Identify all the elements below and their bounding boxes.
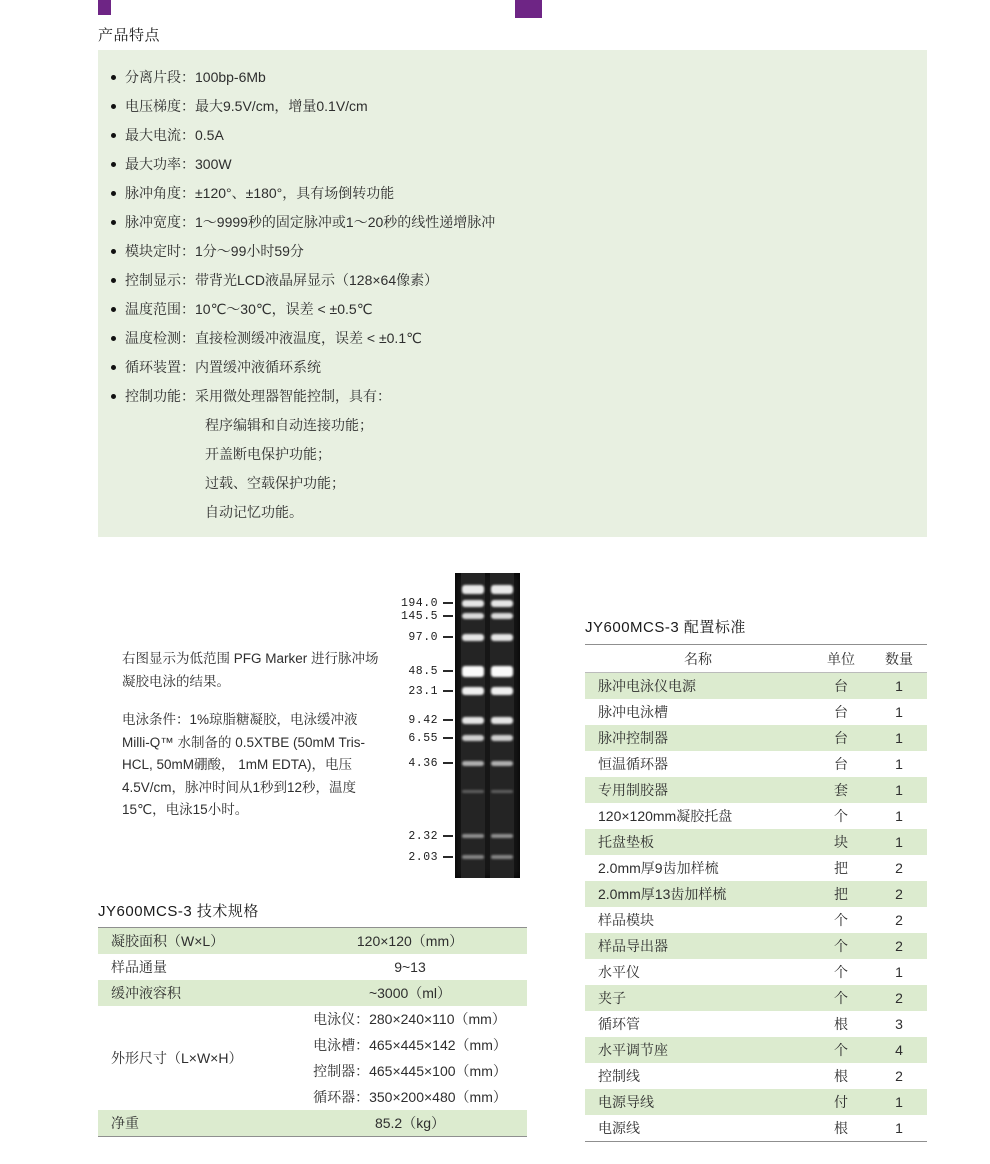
gel-band <box>462 855 484 859</box>
config-cell-qty: 3 <box>895 1016 903 1032</box>
config-cell-name: 脉冲控制器 <box>598 730 668 746</box>
config-cell-qty: 1 <box>895 704 903 720</box>
gel-band <box>462 634 484 641</box>
config-cell-name: 2.0mm厚9齿加样梳 <box>598 860 719 876</box>
config-cell-qty: 2 <box>895 860 903 876</box>
config-cell-name: 脉冲电泳槽 <box>598 704 668 720</box>
config-cell-name: 2.0mm厚13齿加样梳 <box>598 886 727 902</box>
config-cell-name: 夹子 <box>598 990 626 1006</box>
feature-item: 温度检测：直接检测缓冲液温度，误差 < ±0.1℃ <box>110 324 927 353</box>
marker-label: 2.03 <box>408 850 438 864</box>
gel-description-result: 右图显示为低范围 PFG Marker 进行脉冲场凝胶电泳的结果。 <box>122 651 379 689</box>
spec-row-label: 缓冲液容积 <box>111 985 181 1001</box>
config-cell-unit: 个 <box>834 912 848 928</box>
spec-dimension-lines <box>313 1006 507 1110</box>
marker-row <box>375 754 453 772</box>
marker-label: 23.1 <box>408 684 438 698</box>
feature-item: 温度范围：10℃～30℃，误差 < ±0.5℃ <box>110 295 927 324</box>
config-table-row <box>585 829 927 855</box>
gel-band <box>491 761 513 766</box>
config-cell-name: 电源线 <box>598 1120 640 1136</box>
marker-label: 2.32 <box>408 829 438 843</box>
marker-row <box>375 827 453 845</box>
config-header-name: 名称 <box>684 650 712 667</box>
feature-item: 最大功率：300W <box>110 150 927 179</box>
gel-band <box>462 834 484 838</box>
marker-label: 145.5 <box>400 609 438 623</box>
config-cell-name: 托盘垫板 <box>598 834 654 850</box>
gel-band <box>491 790 513 793</box>
config-table-header <box>585 645 927 673</box>
spec-table-title: JY600MCS-3 技术规格 <box>98 903 259 920</box>
config-cell-name: 水平仪 <box>598 964 640 980</box>
config-cell-unit: 台 <box>834 730 848 746</box>
config-cell-qty: 4 <box>895 1042 903 1058</box>
config-table-row <box>585 1011 927 1037</box>
marker-tick-icon <box>443 636 453 638</box>
gel-band <box>491 687 513 695</box>
marker-tick-icon <box>443 762 453 764</box>
purple-accent-square <box>98 0 111 15</box>
gel-band <box>462 666 484 677</box>
config-table-row <box>585 907 927 933</box>
feature-item: 控制显示：带背光LCD液晶屏显示（128×64像素） <box>110 266 927 295</box>
config-cell-qty: 1 <box>895 964 903 980</box>
config-cell-name: 专用制胶器 <box>598 782 668 798</box>
config-table-row <box>585 699 927 725</box>
config-table-title: JY600MCS-3 配置标准 <box>585 619 746 636</box>
spec-table-row <box>98 1006 527 1110</box>
marker-row <box>375 848 453 866</box>
config-cell-qty: 2 <box>895 886 903 902</box>
spec-row-value: 9~13 <box>394 959 426 975</box>
feature-subitem: 程序编辑和自动连接功能； <box>205 417 373 433</box>
marker-label: 48.5 <box>408 664 438 678</box>
config-table-row <box>585 985 927 1011</box>
config-table-row <box>585 959 927 985</box>
config-cell-name: 样品模块 <box>598 912 654 928</box>
marker-tick-icon <box>443 602 453 604</box>
gel-band <box>462 735 484 741</box>
config-table-row <box>585 1037 927 1063</box>
config-table-row <box>585 855 927 881</box>
config-table-row <box>585 673 927 699</box>
gel-lane <box>461 573 485 878</box>
spec-dimension-line: 电泳槽：465×445×142（mm） <box>313 1037 507 1053</box>
marker-tick-icon <box>443 719 453 721</box>
spec-row-value: 85.2（kg） <box>374 1115 446 1131</box>
gel-band <box>462 761 484 766</box>
config-table-row <box>585 881 927 907</box>
purple-accent-bar <box>515 0 542 18</box>
config-cell-unit: 个 <box>834 1042 848 1058</box>
config-cell-unit: 个 <box>834 938 848 954</box>
spec-table-row <box>98 928 527 954</box>
gel-band <box>491 666 513 677</box>
spec-row-value: 120×120（mm） <box>356 933 464 949</box>
config-cell-unit: 台 <box>834 678 848 694</box>
gel-band <box>462 600 484 607</box>
config-cell-qty: 1 <box>895 756 903 772</box>
gel-band <box>491 585 513 594</box>
config-cell-unit: 根 <box>834 1068 848 1084</box>
gel-description <box>122 648 386 822</box>
config-cell-unit: 根 <box>834 1016 848 1032</box>
config-table-row <box>585 1089 927 1115</box>
config-cell-unit: 把 <box>834 860 848 876</box>
spec-table-row <box>98 954 527 980</box>
gel-band <box>462 687 484 695</box>
gel-band <box>491 600 513 607</box>
feature-item: 循环装置：内置缓冲液循环系统 <box>110 353 927 382</box>
config-cell-qty: 1 <box>895 834 903 850</box>
spec-dimension-line: 电泳仪：280×240×110（mm） <box>313 1011 506 1027</box>
spec-row-label: 外形尺寸（L×W×H） <box>111 1050 243 1066</box>
marker-row <box>375 711 453 729</box>
marker-label: 97.0 <box>408 630 438 644</box>
spec-row-value: ~3000（ml） <box>368 985 452 1001</box>
gel-band <box>462 613 484 619</box>
feature-item: 分离片段：100bp-6Mb <box>110 63 927 92</box>
gel-band <box>491 613 513 619</box>
config-cell-name: 脉冲电泳仪电源 <box>598 678 696 694</box>
feature-subitem: 自动记忆功能。 <box>205 504 303 520</box>
config-header-qty: 数量 <box>885 650 913 667</box>
gel-band <box>491 855 513 859</box>
config-cell-qty: 1 <box>895 678 903 694</box>
config-table-body <box>585 673 927 1141</box>
config-cell-qty: 2 <box>895 912 903 928</box>
gel-band <box>462 717 484 724</box>
features-panel <box>98 50 927 537</box>
marker-tick-icon <box>443 856 453 858</box>
config-cell-unit: 台 <box>834 756 848 772</box>
marker-tick-icon <box>443 615 453 617</box>
spec-table <box>98 927 527 1137</box>
marker-tick-icon <box>443 690 453 692</box>
feature-item: 电压梯度：最大9.5V/cm，增量0.1V/cm <box>110 92 927 121</box>
marker-row <box>375 682 453 700</box>
config-cell-name: 循环管 <box>598 1016 640 1032</box>
config-cell-unit: 个 <box>834 990 848 1006</box>
config-table-row <box>585 803 927 829</box>
config-cell-unit: 套 <box>834 782 848 798</box>
config-cell-qty: 1 <box>895 730 903 746</box>
marker-tick-icon <box>443 737 453 739</box>
features-heading: 产品特点 <box>98 27 161 44</box>
gel-band <box>491 717 513 724</box>
config-cell-unit: 付 <box>834 1094 848 1110</box>
config-cell-name: 电源导线 <box>598 1094 654 1110</box>
config-table-row <box>585 777 927 803</box>
spec-table-row <box>98 1110 527 1136</box>
marker-row <box>375 607 453 625</box>
config-table-row <box>585 1063 927 1089</box>
config-table-row <box>585 933 927 959</box>
config-cell-qty: 2 <box>895 938 903 954</box>
feature-subitem: 开盖断电保护功能； <box>205 446 331 462</box>
config-cell-name: 样品导出器 <box>598 938 668 954</box>
spec-row-label: 凝胶面积（W×L） <box>111 933 225 949</box>
config-table-row <box>585 725 927 751</box>
marker-row <box>375 628 453 646</box>
spec-row-label: 样品通量 <box>111 959 167 975</box>
config-cell-unit: 个 <box>834 808 848 824</box>
marker-label: 9.42 <box>408 713 438 727</box>
marker-row <box>375 729 453 747</box>
config-table-row <box>585 751 927 777</box>
feature-item: 最大电流：0.5A <box>110 121 927 150</box>
config-cell-unit: 块 <box>834 834 848 850</box>
spec-row-value <box>293 1006 527 1110</box>
gel-band <box>462 790 484 793</box>
gel-band <box>491 735 513 741</box>
config-cell-qty: 1 <box>895 1094 903 1110</box>
gel-band <box>491 634 513 641</box>
config-table-row <box>585 1115 927 1141</box>
config-cell-name: 水平调节座 <box>598 1042 668 1058</box>
marker-tick-icon <box>443 670 453 672</box>
config-cell-qty: 1 <box>895 808 903 824</box>
config-cell-qty: 1 <box>895 1120 903 1136</box>
marker-row <box>375 662 453 680</box>
feature-item: 控制功能：采用微处理器智能控制，具有： <box>110 382 927 411</box>
gel-band <box>491 834 513 838</box>
spec-dimension-line: 控制器：465×445×100（mm） <box>313 1063 507 1079</box>
config-cell-unit: 把 <box>834 886 848 902</box>
config-cell-name: 恒温循环器 <box>598 756 668 772</box>
config-cell-unit: 个 <box>834 964 848 980</box>
feature-item: 模块定时：1分～99小时59分 <box>110 237 927 266</box>
config-cell-qty: 2 <box>895 1068 903 1084</box>
marker-label: 194.0 <box>400 596 438 610</box>
config-cell-name: 控制线 <box>598 1068 640 1084</box>
spec-table-row <box>98 980 527 1006</box>
config-table <box>585 644 927 1142</box>
config-cell-qty: 2 <box>895 990 903 1006</box>
config-cell-qty: 1 <box>895 782 903 798</box>
config-cell-unit: 台 <box>834 704 848 720</box>
feature-item: 脉冲宽度：1～9999秒的固定脉冲或1～20秒的线性递增脉冲 <box>110 208 927 237</box>
gel-lane <box>490 573 514 878</box>
marker-label: 6.55 <box>408 731 438 745</box>
gel-band <box>462 585 484 594</box>
gel-image <box>455 573 520 878</box>
feature-subitem: 过载、空载保护功能； <box>205 475 345 491</box>
config-cell-name: 120×120mm凝胶托盘 <box>598 808 733 824</box>
config-header-unit: 单位 <box>827 650 855 667</box>
spec-row-label: 净重 <box>111 1115 139 1131</box>
gel-description-conditions: 电泳条件：1%琼脂糖凝胶，电泳缓冲液 Milli-Q™ 水制备的 0.5XTBE (50mM Tris-HCL, 50mM硼酸， 1mM EDTA)，电压 4.5V/cm，脉冲时间从1秒到12秒，温度 15℃，电泳15小时。 <box>122 712 366 817</box>
marker-label: 4.36 <box>408 756 438 770</box>
feature-item: 脉冲角度：±120°、±180°，具有场倒转功能 <box>110 179 927 208</box>
marker-tick-icon <box>443 835 453 837</box>
spec-dimension-line: 循环器：350×200×480（mm） <box>313 1089 507 1105</box>
config-cell-unit: 根 <box>834 1120 848 1136</box>
